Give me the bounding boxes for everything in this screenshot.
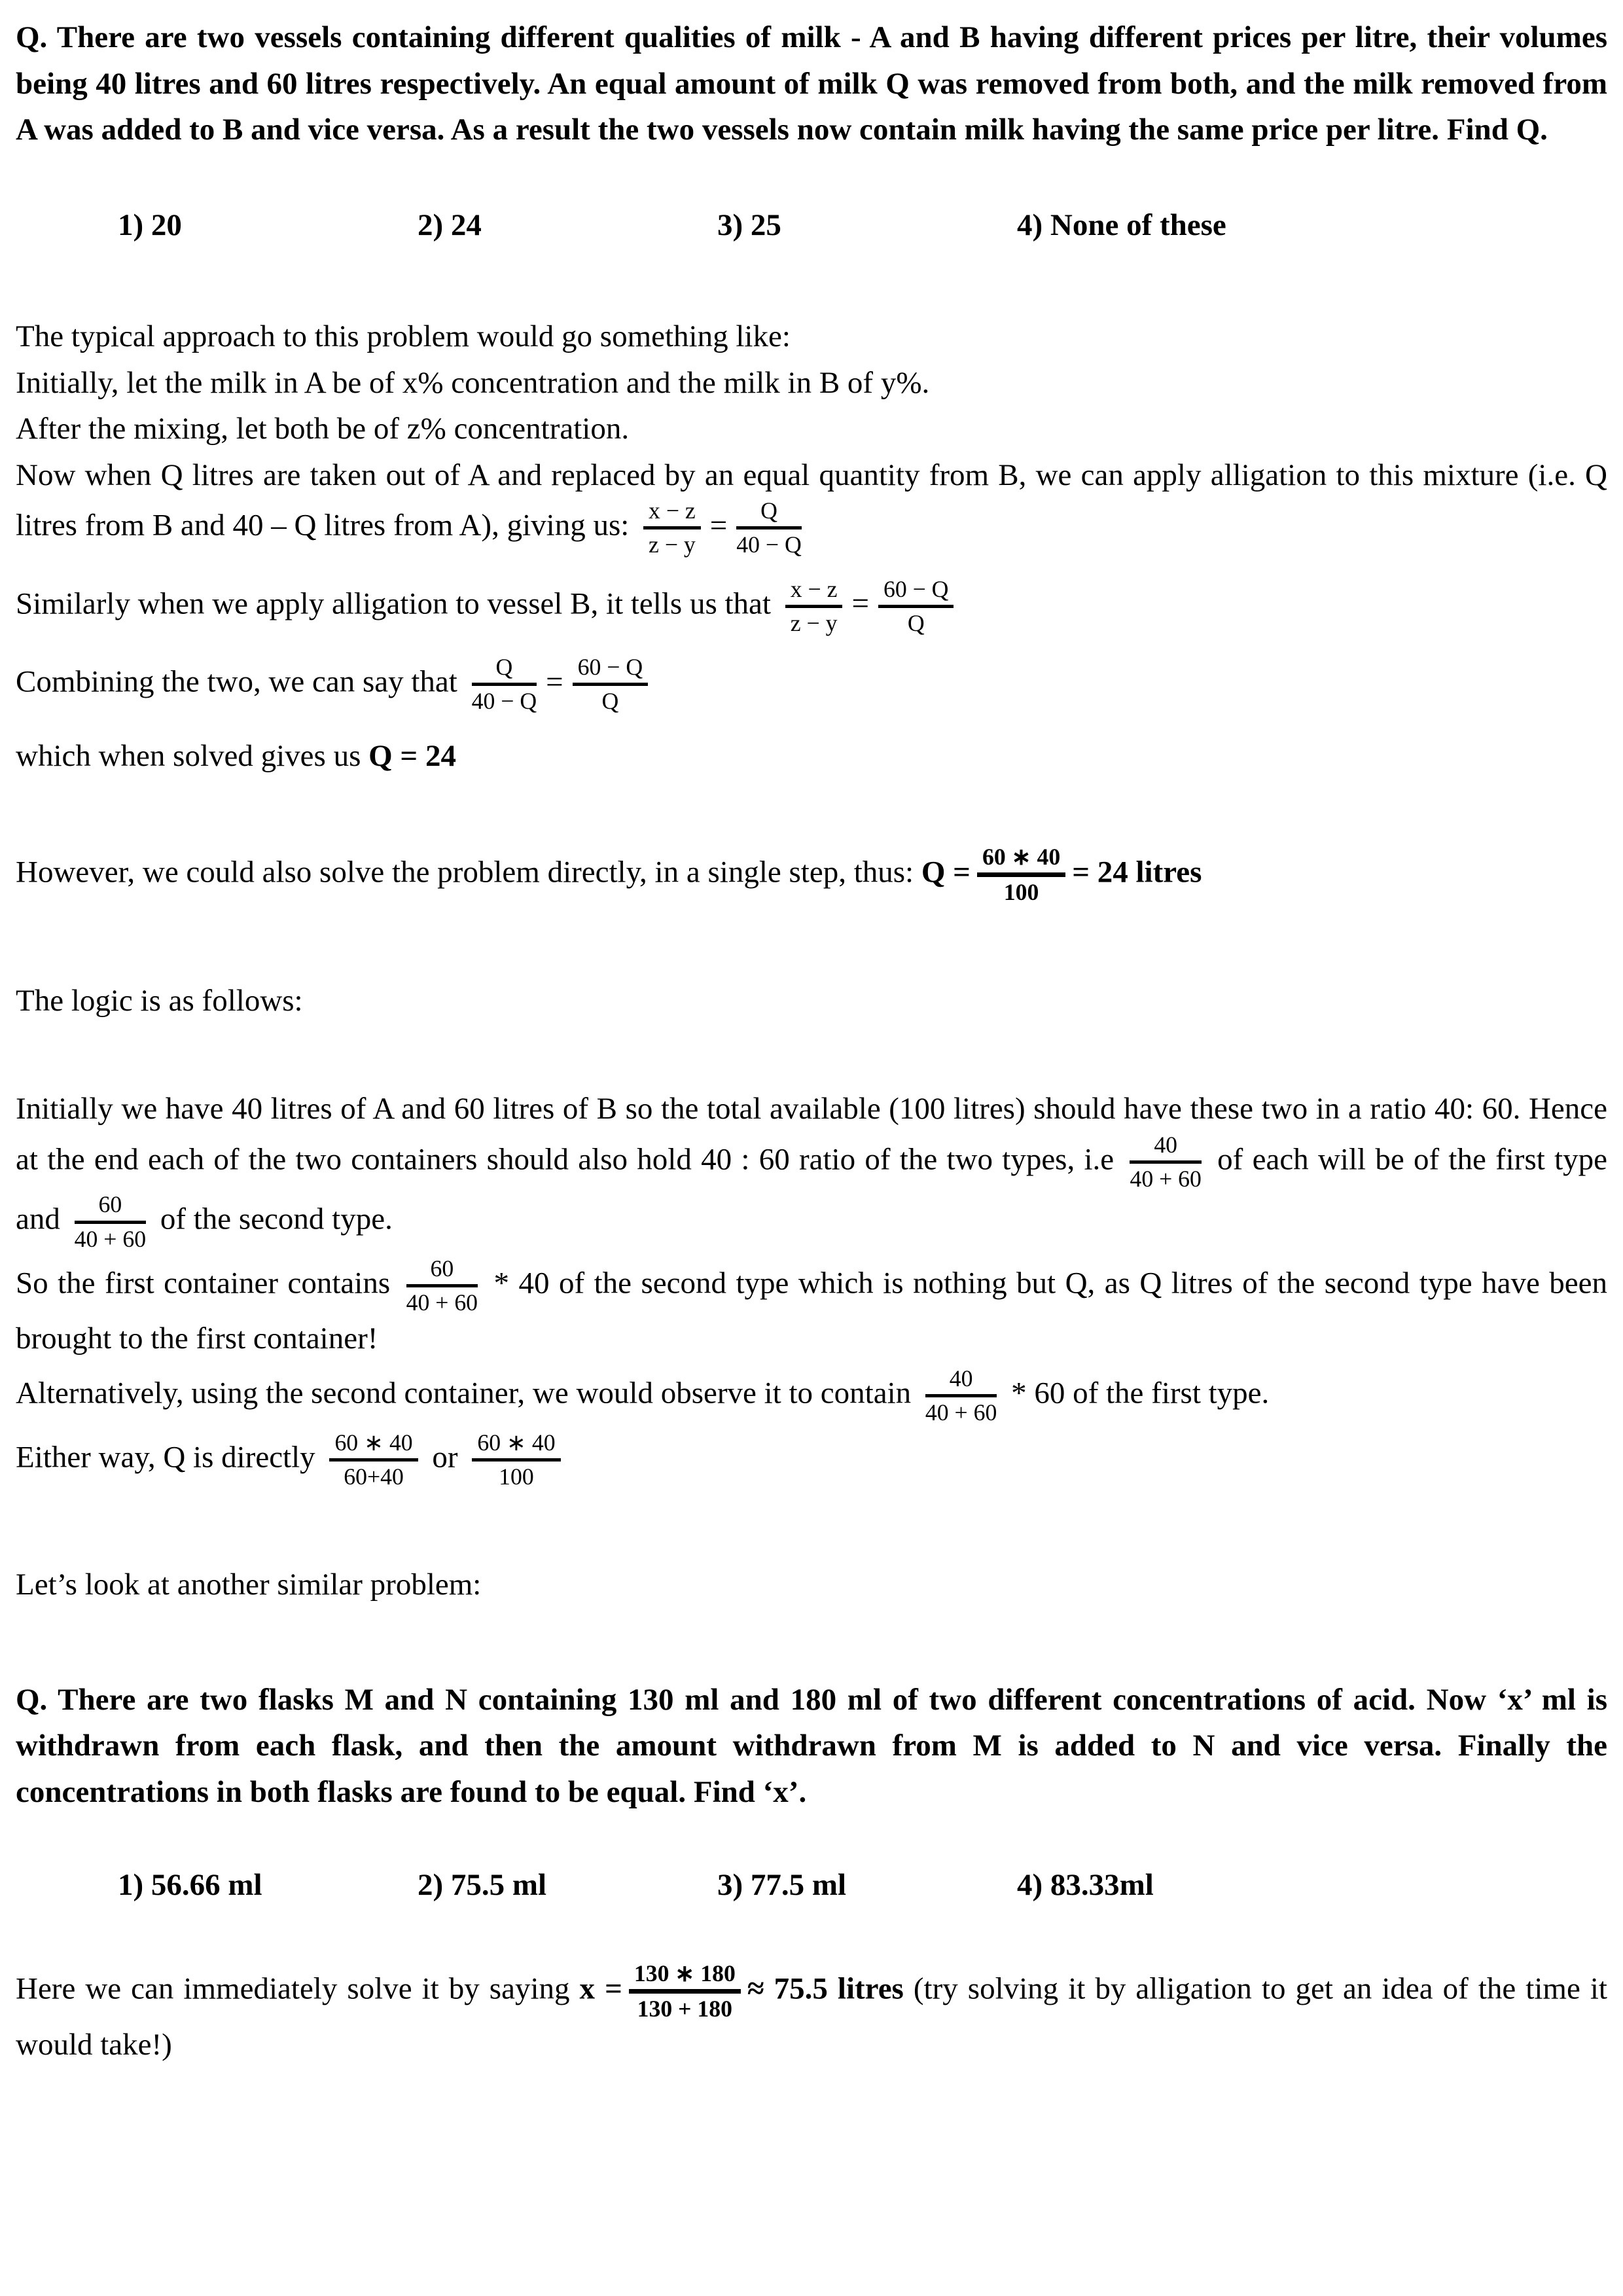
fraction-60q-over-q-2 [566,655,655,715]
para-solution-2-text-2: (try solving it by alligation to get an idea of the time it would take!) [16,1971,1607,2062]
equals-sign: = [546,664,563,699]
equals-sign: = [709,508,728,543]
fraction-6040-over-100-1 [971,844,1072,906]
para-typical-approach: The typical approach to this problem would go something like: [16,319,791,353]
fraction-60q-over-q-1 [872,577,961,637]
fraction-q-over-40q-1 [730,498,808,558]
option-2-4: 4) 83.33ml [1017,1868,1154,1903]
option-1-4: 4) None of these [1017,207,1226,242]
para-ratio-logic [16,1086,1607,1252]
fraction-denominator: Q [601,688,619,715]
fraction-numerator: 60 − Q [878,577,954,608]
para-interlude: Let’s look at another similar problem: [16,1568,482,1602]
para-second-container-text-1: Alternatively, using the second container, we would observe it to contain [16,1376,919,1410]
fraction-denominator: 40 + 60 [1130,1166,1202,1193]
para-solution-2 [16,1961,1607,2068]
option-2-3: 3) 77.5 ml [717,1868,847,1903]
x-equals-label: x = [579,1971,622,2006]
question-2: Q. There are two flasks M and N containing 130 ml and 180 ml of two different concentrations of acid. Now ‘x’ ml is withdrawn from each flask, and then the amount withdrawn from M is added to N and vice versa. Finally the concentrations in both flasks are found to be equal. Find ‘x’. [16,1682,1607,1809]
fraction-numerator: x − z [785,577,843,608]
fraction-denominator: 130 + 180 [637,1995,733,2022]
option-1-2: 2) 24 [418,207,482,242]
para-solved-result-text: which when solved gives us [16,738,369,773]
para-first-container-text-1: So the first container contains [16,1266,400,1300]
para-alligation-vessel-a-text: Now when Q litres are taken out of A and replaced by an equal quantity from B, we can apply alligation to this mixture (i.e. Q litres from B and 40 – Q litres from A), giving us: [16,457,1607,543]
fraction-40-over-4060-1 [1123,1132,1207,1193]
fraction-numerator: 40 [925,1366,997,1397]
fraction-130180-over-130180 [622,1961,747,2022]
para-combining-text: Combining the two, we can say that [16,664,465,699]
option-2-1: 1) 56.66 ml [118,1868,262,1903]
para-second-container-text-2: * 60 of the first type. [1003,1376,1270,1410]
fraction-6040-over-100-2 [465,1430,567,1490]
para-first-container-text-2: * 40 of the second type which is nothing but Q, as Q litres of the second type have been brought to the first container! [16,1266,1608,1356]
para-first-container [16,1256,1607,1362]
fraction-numerator: Q [736,498,802,529]
para-combining [16,655,1607,715]
fraction-denominator: 40 − Q [471,688,537,715]
fraction-denominator: Q [907,609,925,636]
para-either-way-text: Either way, Q is directly [16,1440,323,1475]
fraction-40-over-4060-2 [919,1366,1003,1426]
para-initial-concentration: Initially, let the milk in A be of x% concentration and the milk in B of y%. [16,365,930,400]
para-direct-solution [16,844,1607,906]
para-solved-result [16,733,1607,780]
para-logic-heading: The logic is as follows: [16,983,303,1018]
fraction-denominator: z − y [790,609,838,636]
para-ratio-logic-text-3: of the second type. [152,1202,393,1236]
fraction-numerator: 60 − Q [573,655,649,686]
equals-sign: = [851,586,869,621]
para-either-way-or: or [424,1440,466,1475]
option-1-1: 1) 20 [118,207,182,242]
option-1-3: 3) 25 [717,207,781,242]
fraction-denominator: z − y [649,531,696,558]
fraction-6040-over-6040 [323,1430,424,1490]
para-direct-solution-text: However, we could also solve the problem directly, in a single step, thus: [16,855,921,889]
para-ratio-logic-text-2: of each will be of the first type and [16,1142,1607,1236]
fraction-denominator: 40 + 60 [925,1399,997,1426]
option-2-2: 2) 75.5 ml [418,1868,547,1903]
para-alligation-vessel-a [16,452,1607,558]
fraction-numerator: Q [472,655,537,686]
result-q-24: Q = 24 [368,738,456,773]
question-1: Q. There are two vessels containing different qualities of milk - A and B having different prices per litre, their volumes being 40 litres and 60 litres respectively. An equal amount of milk Q was removed from both, and the milk removed from A was added to B and vice versa. As a result the two vessels now contain milk having the same price per litre. Find Q. [16,20,1607,147]
fraction-denominator: 40 + 60 [74,1225,147,1252]
fraction-xz-over-zy-2 [779,577,849,637]
fraction-60-over-4060-1 [68,1192,152,1252]
fraction-denominator: 100 [499,1463,534,1490]
options-row-2 [16,1862,1607,1909]
para-ratio-logic-text-1: Initially we have 40 litres of A and 60 litres of B so the total available (100 litres) should have these two in a ratio 40: 60. Hence at the end each of the two containers should also hold 40 : 60 ratio of the two types, i.e [16,1092,1607,1177]
fraction-numerator: 60 ∗ 40 [329,1430,418,1462]
fraction-numerator: x − z [643,498,701,529]
fraction-q-over-40q-2 [465,655,544,715]
para-alligation-vessel-b-text: Similarly when we apply alligation to vessel B, it tells us that [16,586,779,621]
fraction-numerator: 60 [406,1256,478,1287]
fraction-numerator: 130 ∗ 180 [629,1961,741,1994]
fraction-denominator: 40 − Q [736,531,802,558]
fraction-numerator: 60 ∗ 40 [472,1430,560,1462]
fraction-denominator: 60+40 [344,1463,404,1490]
para-alligation-vessel-b [16,577,1607,637]
fraction-60-over-4060-2 [400,1256,484,1316]
para-solution-2-text-1: Here we can immediately solve it by saying [16,1971,580,2006]
result-24-litres: = 24 litres [1072,855,1202,889]
fraction-denominator: 100 [1003,879,1039,906]
para-either-way [16,1430,1607,1490]
result-75-5-litres: ≈ 75.5 litres [747,1971,904,2006]
fraction-denominator: 40 + 60 [406,1289,478,1316]
fraction-numerator: 60 ∗ 40 [977,844,1065,877]
para-second-container [16,1366,1607,1426]
fraction-xz-over-zy-1 [637,498,707,558]
fraction-numerator: 60 [75,1192,146,1223]
para-after-mixing: After the mixing, let both be of z% concentration. [16,412,630,446]
q-equals-label: Q = [921,855,971,889]
options-row-1 [16,202,1607,249]
fraction-numerator: 40 [1130,1132,1201,1164]
